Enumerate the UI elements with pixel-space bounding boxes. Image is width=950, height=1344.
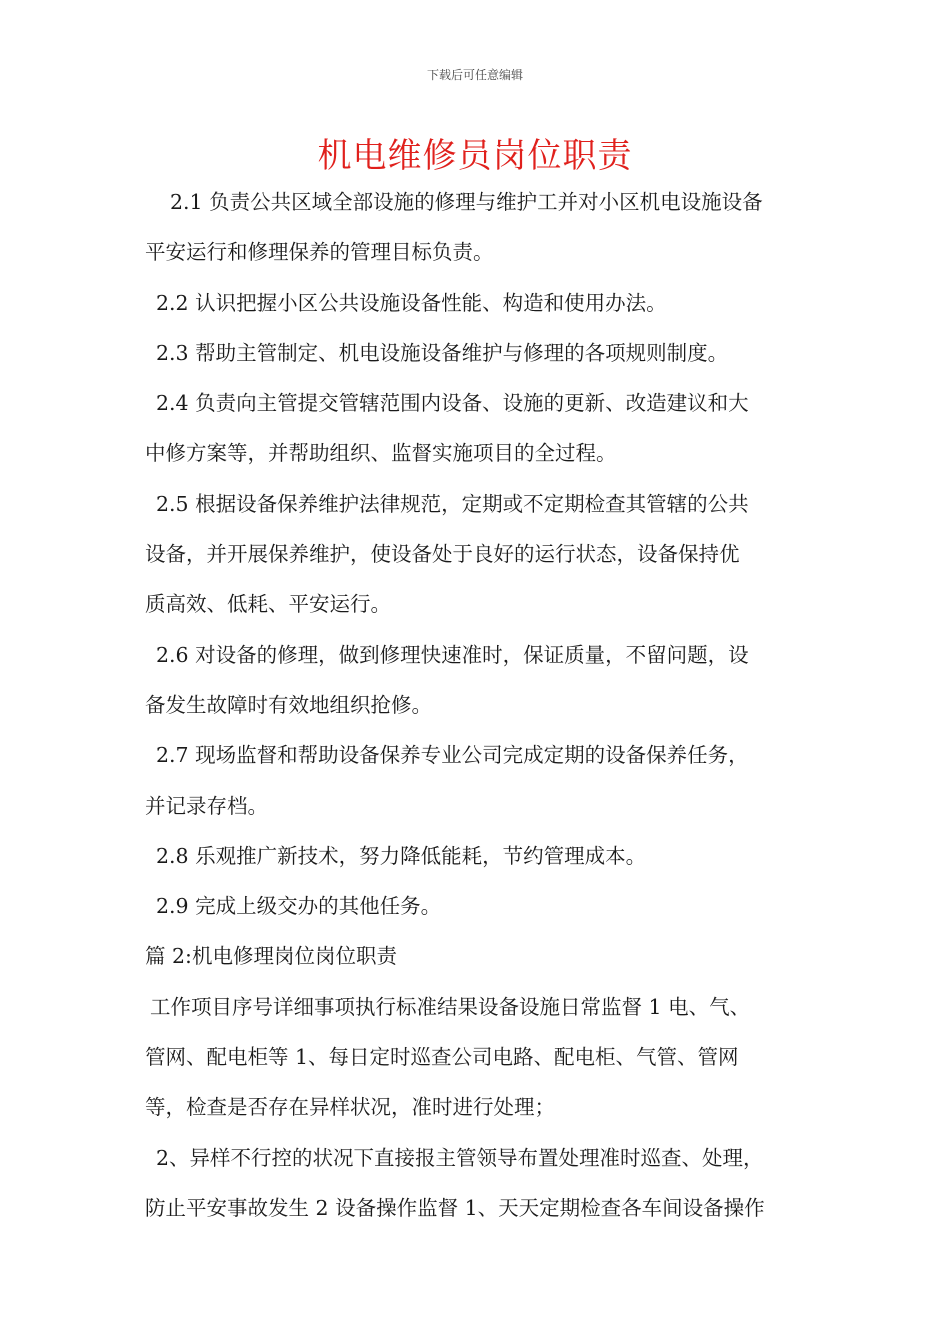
paragraph-line: 2.6 对设备的修理，做到修理快速准时，保证质量，不留问题，设: [156, 642, 749, 667]
paragraph-line: 中修方案等，并帮助组织、监督实施项目的全过程。: [145, 441, 617, 466]
section-heading: 篇 2:机电修理岗位岗位职责: [145, 944, 397, 969]
paragraph-line: 防止平安事故发生 2 设备操作监督 1、天天定期检查各车间设备操作: [145, 1195, 765, 1220]
paragraph-line: 管网、配电柜等 1、每日定时巡查公司电路、配电柜、气管、管网: [145, 1045, 739, 1070]
paragraph-line: 备发生故障时有效地组织抢修。: [145, 692, 432, 717]
paragraph-line: 2.7 现场监督和帮助设备保养专业公司完成定期的设备保养任务，: [156, 743, 749, 768]
header-note: 下载后可任意编辑: [426, 68, 523, 82]
paragraph-line: 2.2 认识把握小区公共设施设备性能、构造和使用办法。: [156, 290, 667, 315]
paragraph-line: 2.1 负责公共区域全部设施的修理与维护工并对小区机电设施设备: [170, 190, 763, 214]
paragraph-line: 等，检查是否存在异样状况，准时进行处理；: [145, 1095, 555, 1120]
paragraph-line: 工作项目序号详细事项执行标准结果设备设施日常监督 1 电、气、: [150, 994, 751, 1019]
paragraph-line: 2、异样不行控的状况下直接报主管领导布置处理准时巡查、处理，: [156, 1145, 764, 1170]
paragraph-line: 质高效、低耗、平安运行。: [145, 592, 391, 617]
paragraph-line: 2.4 负责向主管提交管辖范围内设备、设施的更新、改造建议和大: [156, 391, 749, 416]
paragraph-line: 2.8 乐观推广新技术，努力降低能耗，节约管理成本。: [156, 843, 647, 868]
paragraph-line: 平安运行和修理保养的管理目标负责。: [145, 240, 494, 265]
paragraph-line: 设备，并开展保养维护，使设备处于良好的运行状态，设备保持优: [145, 542, 740, 567]
paragraph-line: 2.3 帮助主管制定、机电设施设备维护与修理的各项规则制度。: [156, 340, 729, 365]
document-title: 机电维修员岗位职责: [317, 136, 633, 176]
paragraph-line: 并记录存档。: [145, 793, 268, 818]
paragraph-line: 2.9 完成上级交办的其他任务。: [156, 894, 442, 919]
document-body: [145, 177, 835, 1233]
paragraph-line: 2.5 根据设备保养维护法律规范，定期或不定期检查其管辖的公共: [156, 491, 749, 516]
